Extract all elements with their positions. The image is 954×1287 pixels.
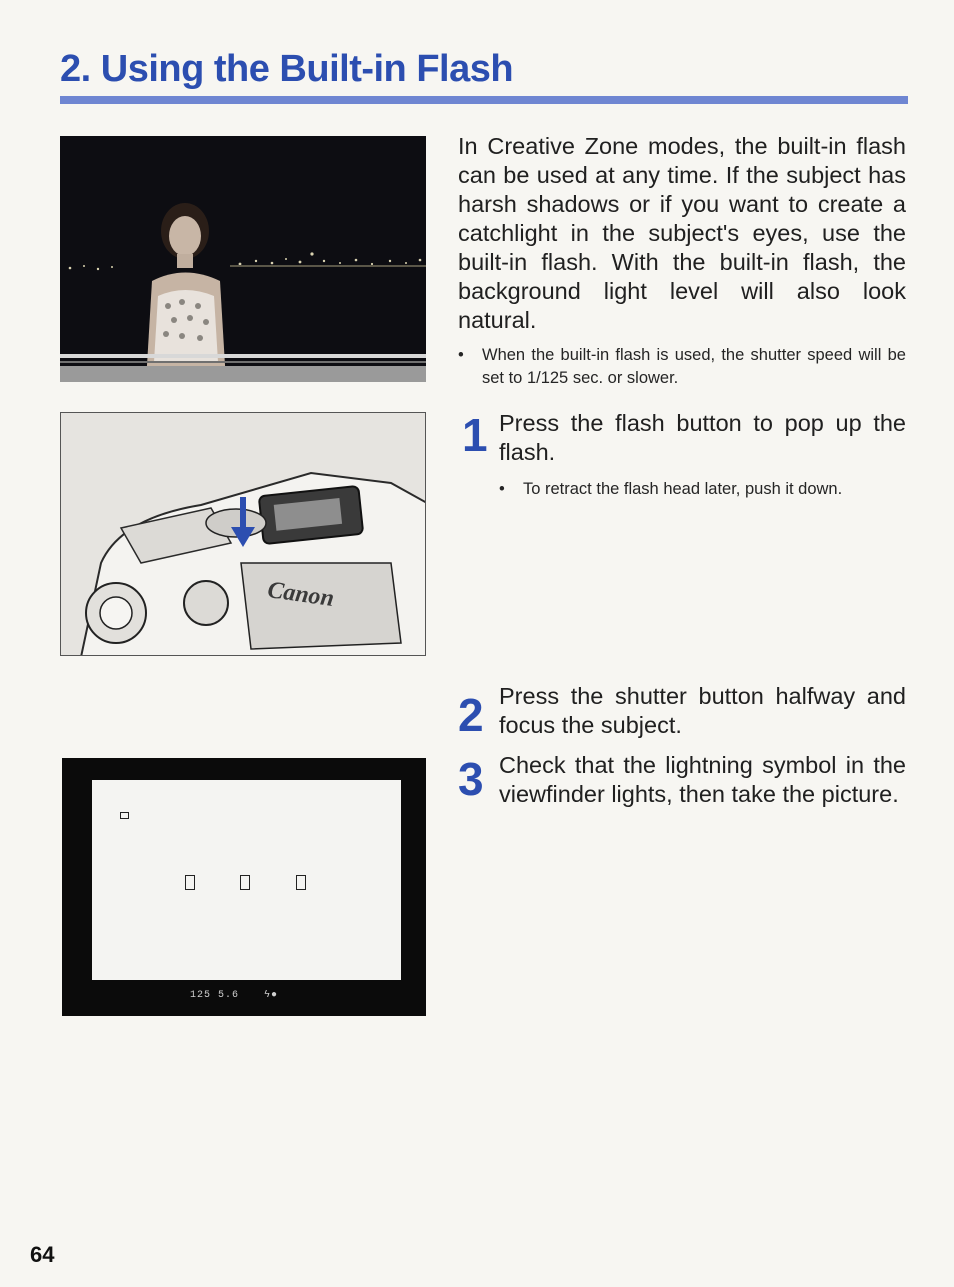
step-1-note [499,478,906,501]
viewfinder-screen [92,780,401,980]
shutter-speed-note-text: When the built-in flash is used, the shutter speed will be set to 1/125 sec. or slower. [482,346,906,387]
viewfinder-display [62,758,426,1016]
spot-metering-marker [120,812,129,819]
intro-paragraph: In Creative Zone modes, the built-in flash can be used at any time. If the subject has harsh shadows or if you want to create a catchlight in the subject's eyes, use the built-in flash. With the built-in flash, the background light level will also look natural. [458,133,906,333]
step-2-number: 2 [458,689,484,741]
night-portrait-illustration [60,136,426,382]
camera-flash-photo [60,412,426,656]
step-1-number: 1 [462,409,488,461]
af-point-right [296,875,306,890]
af-point-center [240,875,250,890]
viewfinder-readout [190,990,278,1001]
step-3-number: 3 [458,753,484,805]
title-rule [60,96,908,104]
step-1-note-text: To retract the flash head later, push it down. [523,480,843,498]
lightning-icon: ϟ● [264,990,279,1001]
night-portrait-photo [60,136,426,382]
step-3-text: Check that the lightning symbol in the viewfinder lights, then take the picture. [499,752,906,807]
page-title: 2. Using the Built-in Flash [60,48,514,90]
camera-logo: Canon [265,577,336,613]
step-2-text: Press the shutter button halfway and focus the subject. [499,683,906,738]
viewfinder-readout-values: 125 5.6 [190,990,240,1001]
step-1-text: Press the flash button to pop up the flash. [499,410,906,465]
af-point-left [185,875,195,890]
page-number: 64 [30,1242,55,1267]
shutter-speed-note [458,344,906,390]
bullet-icon: • [458,346,464,364]
bullet-icon: • [499,480,505,498]
camera-flash-illustration [61,413,426,656]
